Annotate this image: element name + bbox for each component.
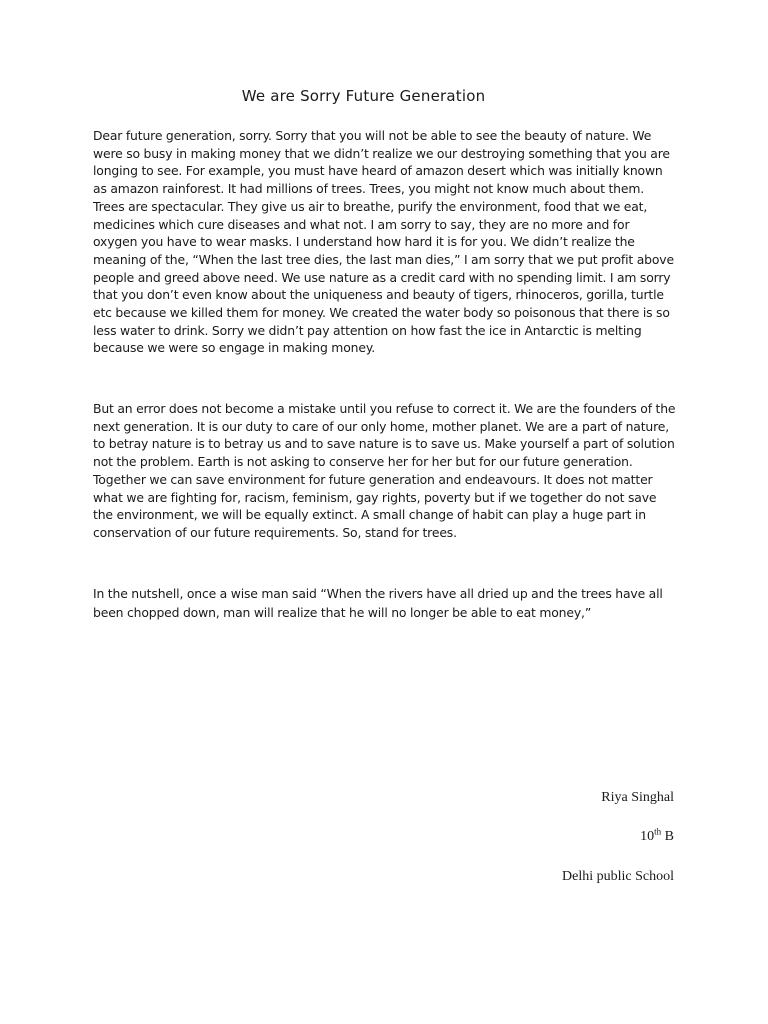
class-suffix: th bbox=[654, 826, 662, 837]
class-number: 10 bbox=[640, 829, 655, 844]
paragraph-call-to-action: But an error does not become a mistake until you refuse to correct it. We are the founders of the next generation. It is our duty to care of our only home, mother planet. We are a part of nature, to betray nature is to betray us and to save nature is to save us. Make yourself a part of solution not the problem. Earth is not asking to conserve her for her but for our future generation. Together we can save environment for future generation and endeavours. It does not matter what we are fighting for, racism, feminism, gay rights, poverty but if we together do not save the environment, we will be equally extinct. A small change of habit can play a huge part in conservation of our future requirements. So, stand for trees. bbox=[93, 401, 676, 540]
page-title: We are Sorry Future Generation bbox=[241, 87, 486, 105]
class-section: B bbox=[661, 829, 674, 844]
signature-name: Riya Singhal bbox=[601, 790, 674, 805]
paragraph-conclusion: In the nutshell, once a wise man said “When the rivers have all dried up and the trees have all been chopped down, man will realize that he will no longer be able to eat money,” bbox=[93, 586, 663, 620]
signature-school: Delhi public School bbox=[562, 869, 674, 884]
signature-class bbox=[640, 826, 674, 845]
paragraph-apology: Dear future generation, sorry. Sorry that you will not be able to see the beauty of nature. We were so busy in making money that we didn’t realize we our destroying something that you are longing to see. For example, you must have heard of amazon desert which was initially known as amazon rainforest. It had millions of trees. Trees, you might not know much about them. Trees are spectacular. They give us air to breathe, purify the environment, food that we eat, medicines which cure diseases and what not. I am sorry to say, they are no more and for oxygen you have to wear masks. I understand how hard it is for you. We didn’t realize the meaning of the, “When the last tree dies, the last man dies,” I am sorry that we put profit above people and greed above need. We use nature as a credit card with no spending limit. I am sorry that you don’t even know about the uniqueness and beauty of tigers, rhinoceros, gorilla, turtle etc because we killed them for money. We created the water body so poisonous that there is so less water to drink. Sorry we didn’t pay attention on how fast the ice in Antarctic is melting because we were so engage in making money. bbox=[93, 128, 674, 356]
